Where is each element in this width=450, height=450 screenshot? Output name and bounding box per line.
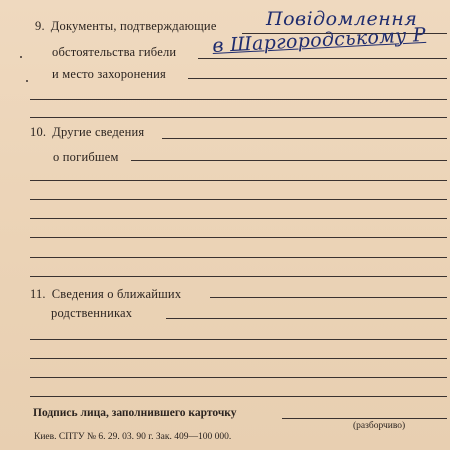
section-11-line-1: Сведения о ближайших xyxy=(51,287,182,301)
section-11-rule-6 xyxy=(30,396,447,397)
printer-imprint: Киев. СПТУ № 6. 29. 03. 90 г. Зак. 409—100 000. xyxy=(34,432,232,442)
section-9-rule-4 xyxy=(30,99,447,100)
section-10-rule-6 xyxy=(30,237,447,238)
section-10-line-1: Другие сведения xyxy=(52,125,145,139)
section-9-line-3: и место захоронения xyxy=(52,67,166,81)
handwritten-entry-line-2: в Шаргородському Р xyxy=(211,23,427,57)
section-11-rule-5 xyxy=(30,377,447,378)
signature-label: Подпись лица, заполнившего карточку xyxy=(33,407,237,419)
section-9-rule-3 xyxy=(188,78,447,79)
section-11-rule-4 xyxy=(30,358,447,359)
section-9-title xyxy=(35,19,217,34)
section-11-number: 11. xyxy=(30,287,46,301)
section-10-rule-2 xyxy=(131,160,447,161)
section-10-number: 10. xyxy=(30,125,47,139)
section-11-rule-3 xyxy=(30,339,447,340)
section-11-line-2: родственниках xyxy=(51,306,133,320)
section-10-rule-8 xyxy=(30,276,447,277)
section-10-rule-1 xyxy=(162,138,447,139)
section-11-rule-1 xyxy=(210,297,447,298)
section-9-rule-2 xyxy=(198,58,447,59)
section-11-rule-2 xyxy=(166,318,447,319)
signature-hint: (разборчиво) xyxy=(353,421,406,431)
handwritten-entry-line-1: Повідомлення xyxy=(266,8,418,30)
section-10-rule-7 xyxy=(30,257,447,258)
section-10-line-2: о погибшем xyxy=(53,150,119,164)
section-11-title xyxy=(30,287,181,302)
signature-rule xyxy=(282,418,447,419)
section-9-line-1: Документы, подтверждающие xyxy=(50,19,217,33)
section-9-line-2: обстоятельства гибели xyxy=(52,45,177,59)
section-10-title xyxy=(30,125,144,140)
section-9-number: 9. xyxy=(35,19,45,33)
section-10-rule-4 xyxy=(30,199,447,200)
section-10-rule-3 xyxy=(30,180,447,181)
section-9-rule-5 xyxy=(30,117,447,118)
section-10-rule-5 xyxy=(30,218,447,219)
